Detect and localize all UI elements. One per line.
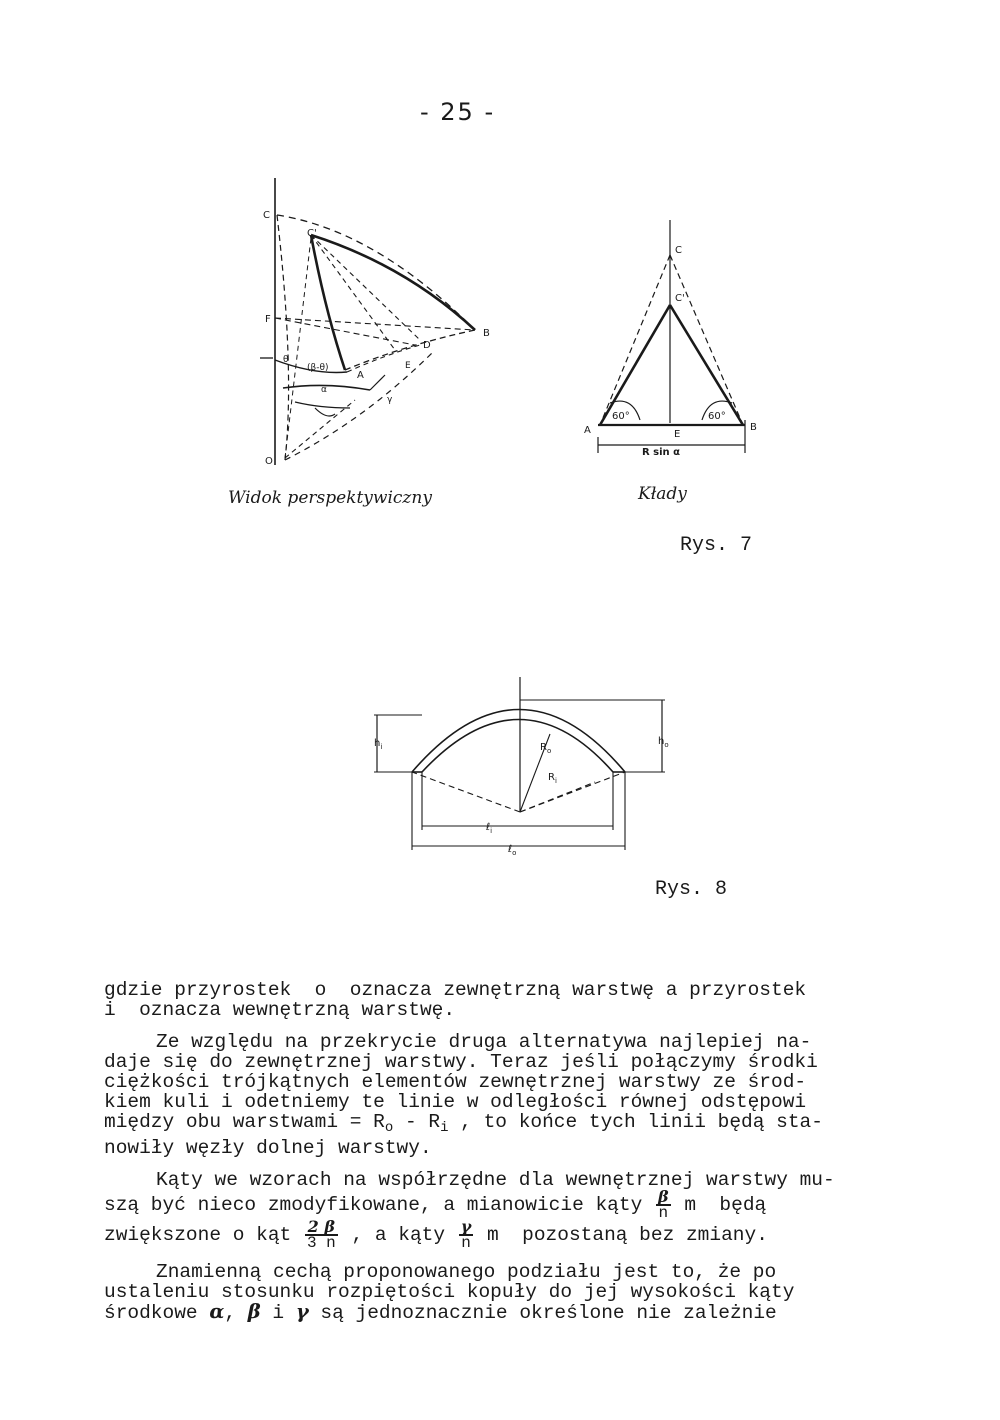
p2-line-5: między obu warstwami = $R_o - R_i$ , to końce tych linii będą sta-: [104, 1111, 823, 1136]
label-f: F: [265, 314, 271, 325]
label-c-prime: C': [307, 228, 317, 239]
figure7-right-caption: Kłady: [638, 484, 687, 504]
label-h-o: $h_o$: [658, 736, 669, 749]
p1-line-2: i oznacza wewnętrzną warstwę.: [104, 999, 456, 1021]
figure8-label: Rys. 8: [655, 878, 728, 901]
label-l-o: ℓ$_o$: [508, 844, 517, 857]
p1-line-1: gdzie przyrostek o oznacza zewnętrzną warstwę a przyrostek: [104, 979, 807, 1001]
p2-line-2: daje się do zewnętrznej warstwy. Teraz jeśli połączymy środki: [104, 1051, 818, 1073]
fraction-gamma-n: $\frac{\gamma}{n}$: [460, 1217, 472, 1252]
fraction-2beta-3n: $\frac{2 \beta}{3 n}$: [306, 1217, 336, 1252]
figure8-dome-diagram: [360, 672, 690, 862]
kl-label-c: C: [675, 245, 682, 256]
p4-line-3: środkowe α, β i γ są jednoznacznie określone nie zależnie: [104, 1300, 777, 1324]
fraction-beta-n: $\frac{\beta}{n}$: [658, 1187, 669, 1222]
label-d: D: [423, 340, 431, 351]
angle-right-label: 60°: [708, 411, 726, 422]
body-text: [104, 980, 904, 1335]
label-b: B: [483, 328, 490, 339]
p4-line-2: ustaleniu stosunku rozpiętości kopuły do jej wysokości kąty: [104, 1281, 795, 1303]
kl-label-a: A: [584, 425, 591, 436]
base-length-label: R sin α: [642, 447, 681, 458]
label-gamma: γ: [387, 395, 393, 405]
kl-label-b: B: [750, 422, 757, 433]
paragraph-3: [104, 1170, 904, 1250]
label-l-i: ℓ$_i$: [486, 822, 493, 835]
paragraph-4: [104, 1262, 904, 1323]
label-theta: θ: [283, 355, 289, 365]
paragraph-2: [104, 1032, 904, 1158]
label-beta-theta: (β-θ): [307, 363, 329, 373]
figure7-perspective-diagram: [255, 170, 515, 470]
label-e: E: [405, 361, 411, 371]
kl-label-c-prime: C': [675, 293, 685, 304]
paragraph-1: [104, 980, 904, 1020]
figure7-projection-diagram: [580, 215, 770, 470]
p2-line-1: Ze względu na przekrycie druga alternatywa najlepiej na-: [156, 1031, 812, 1053]
p3-line-3: zwiększone o kąt $\frac{2 \beta}{3 n}$ , a kąty $\frac{\gamma}{n}$ m pozostaną bez zmiany.: [104, 1217, 768, 1252]
p2-line-6: nowiły węzły dolnej warstwy.: [104, 1137, 432, 1159]
figure7-label: Rys. 7: [680, 534, 753, 557]
page-number: - 25 -: [420, 98, 496, 126]
kl-label-e: E: [674, 429, 681, 440]
label-a: A: [357, 370, 364, 381]
p2-line-4: kiem kuli i odetniemy te linie w odległości równej odstępowi: [104, 1091, 807, 1113]
p2-line-3: ciężkości trójkątnych elementów zewnętrznej warstwy ze środ-: [104, 1071, 807, 1093]
figure7-left-caption: Widok perspektywiczny: [228, 488, 432, 508]
p3-line-2: szą być nieco zmodyfikowane, a mianowicie kąty $\frac{\beta}{n}$ m będą: [104, 1187, 767, 1222]
label-alpha: α: [321, 385, 327, 395]
label-c: C: [263, 210, 270, 221]
label-h-i: $h_i$: [374, 738, 383, 751]
angle-left-label: 60°: [612, 411, 630, 422]
label-r-o: $R_o$: [540, 742, 552, 755]
p3-line-1: Kąty we wzorach na współrzędne dla wewnętrznej warstwy mu-: [156, 1169, 835, 1191]
label-r-i: $R_i$: [548, 772, 557, 785]
p4-line-1: Znamienną cechą proponowanego podziału jest to, że po: [156, 1261, 777, 1283]
label-o: O: [265, 456, 273, 467]
